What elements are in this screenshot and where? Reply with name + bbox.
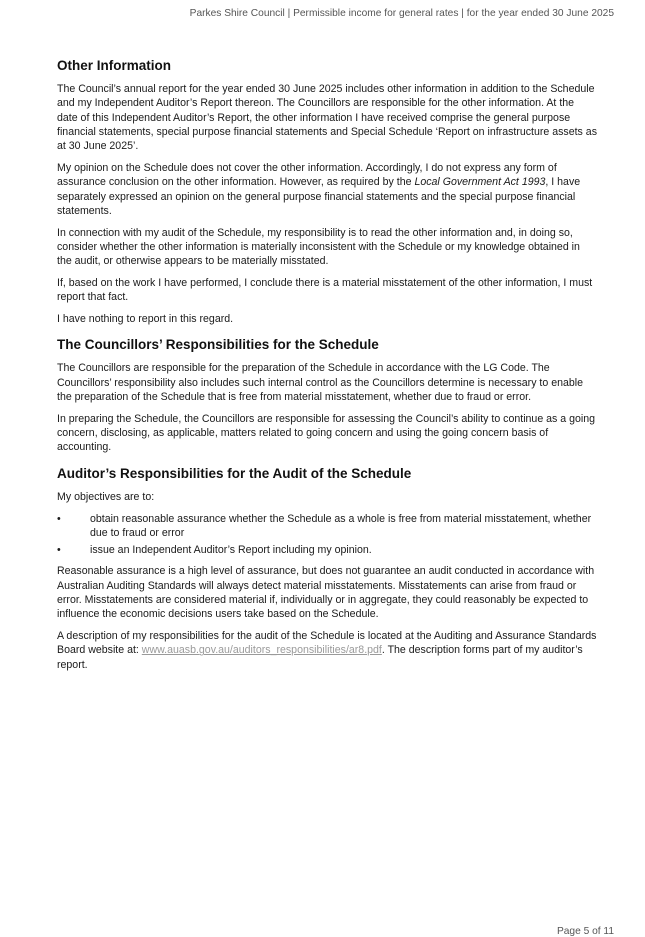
list-item-text: issue an Independent Auditor’s Report including my opinion. [90, 544, 372, 557]
other-information-paragraph-1: The Council’s annual report for the year ended 30 June 2025 includes other information in addition to the Schedule and my Independent Auditor’s Report thereon. The Councillors are responsible for the other information. At the date of this Independent Auditor’s Report, the other information I have received comprise the general purpose financial statements, special purpose financial statements and Special Schedule ‘Report on infrastructure assets as at 30 June 2025’. [57, 83, 597, 153]
objectives-intro: My objectives are to: [57, 490, 155, 503]
paragraph-text: A description of my responsibilities for the audit of the Schedule is located at the Auditing and Assurance Standards Board website at: [57, 630, 597, 657]
list-item [57, 512, 597, 541]
auditor-responsibilities-heading: Auditor’s Responsibilities for the Audit of the Schedule [57, 465, 412, 481]
auasb-link[interactable]: www.auasb.gov.au/auditors_responsibilities/ar8.pdf [141, 644, 382, 657]
list-item-text: obtain reasonable assurance whether the Schedule as a whole is free from material misstatement, whether due to fraud or error [90, 512, 592, 539]
page-header: Parkes Shire Council | Permissible income for general rates | for the year ended 30 June 2025 [189, 8, 614, 19]
bullet-icon: • [57, 544, 61, 557]
other-information-paragraph-3: In connection with my audit of the Schedule, my responsibility is to read the other information and, in doing so, consider whether the other information is materially inconsistent with the Schedule or my knowledge obtained in the audit, or otherwise appears to be materially misstated. [57, 226, 580, 268]
councillors-paragraph-2: In preparing the Schedule, the Councillors are responsible for assessing the Council’s ability to continue as a going concern, disclosing, as applicable, matters related to going concern and using the going concern basis of accounting. [57, 412, 596, 454]
other-information-paragraph-2 [57, 161, 597, 218]
other-information-paragraph-4: If, based on the work I have performed, I conclude there is a material misstatement of the other information, I must report that fact. [57, 277, 593, 304]
paragraph-text: My opinion on the Schedule does not cover the other information. Accordingly, I do not express any form of assurance conclusion on the other information. However, as required by the [57, 161, 557, 189]
councillors-paragraph-1: The Councillors are responsible for the preparation of the Schedule in accordance with the LG Code. The Councillors’ responsibility also includes such internal control as the Councillors determine is necessary to enable the preparation of the Schedule that is free from material misstatement, whether due to fraud or error. [57, 362, 584, 404]
objectives-list [57, 512, 597, 558]
other-information-heading: Other Information [57, 58, 171, 73]
bullet-icon: • [57, 512, 61, 525]
act-name: Local Government Act 1993 [414, 176, 546, 189]
paragraph-text: , I have separately expressed an opinion on the general purpose financial statements and the special purpose financial statements. [57, 176, 581, 217]
councillors-responsibilities-heading: The Councillors’ Responsibilities for the Schedule [57, 337, 379, 353]
list-item [57, 543, 597, 557]
paragraph-text: . The description forms part of my auditor’s report. [57, 644, 583, 671]
auasb-description-paragraph [57, 629, 597, 672]
reasonable-assurance-paragraph: Reasonable assurance is a high level of assurance, but does not guarantee an audit conducted in accordance with Australian Auditing Standards will always detect material misstatements. Misstatements can arise from fraud or error. Misstatements are considered material if, individually or in aggregate, they could reasonably be expected to influence the economic decisions users take based on the Schedule. [57, 565, 595, 621]
page-content [57, 57, 597, 680]
page-number: Page 5 of 11 [556, 926, 614, 937]
other-information-paragraph-5: I have nothing to report in this regard. [57, 313, 234, 326]
